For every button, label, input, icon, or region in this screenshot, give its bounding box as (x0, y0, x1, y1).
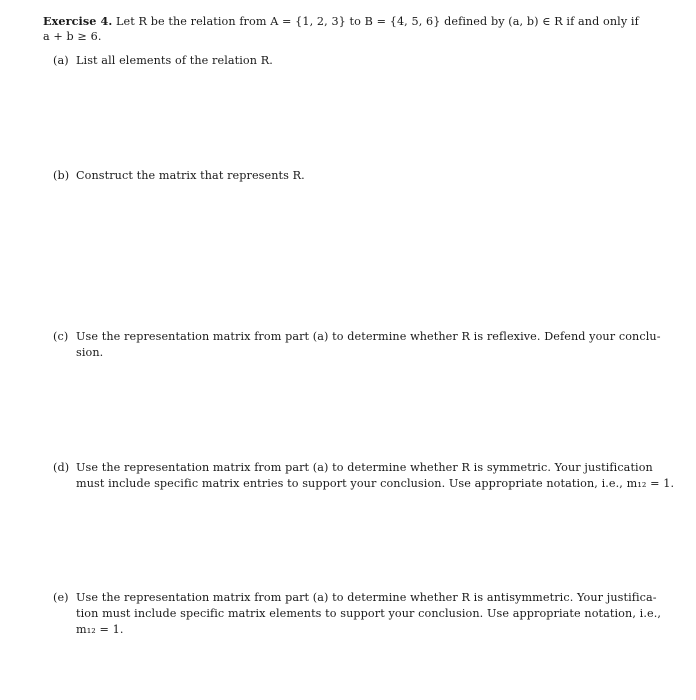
part-b-label: (b) (53, 169, 70, 182)
exercise-label: Exercise 4. (43, 14, 113, 28)
part-c-line-2: sion. (76, 346, 104, 359)
part-a-label: (a) (53, 54, 69, 67)
exercise-line-2 (43, 29, 101, 45)
part-d-line-2: must include specific matrix entries to support your conclusion. Use appropriate notation, i.e., m₁₂ = 1. (76, 477, 675, 490)
part-a-line-1: List all elements of the relation R. (76, 54, 273, 67)
part-e-line-3: m₁₂ = 1. (76, 623, 124, 636)
part-e-label: (e) (53, 591, 69, 604)
exercise-text-line-1: Let R be the relation from A = {1, 2, 3} to B = {4, 5, 6} defined by (a, b) ∈ R if and only if (116, 15, 639, 28)
part-c-line-1: Use the representation matrix from part (a) to determine whether R is reflexive. Defend your conclu- (76, 330, 661, 343)
part-d-line-1: Use the representation matrix from part (a) to determine whether R is symmetric. Your justification (76, 461, 653, 474)
exercise-text-line-2: a + b ≥ 6. (43, 30, 102, 43)
part-d-label: (d) (53, 461, 70, 474)
exercise-line-1 (43, 13, 639, 30)
part-c-label: (c) (53, 330, 69, 343)
part-b-line-1: Construct the matrix that represents R. (76, 169, 305, 182)
part-e-line-1: Use the representation matrix from part (a) to determine whether R is antisymmetric. Your justifica- (76, 591, 657, 604)
part-e-line-2: tion must include specific matrix elements to support your conclusion. Use appropriate notation, i.e., (76, 607, 662, 620)
